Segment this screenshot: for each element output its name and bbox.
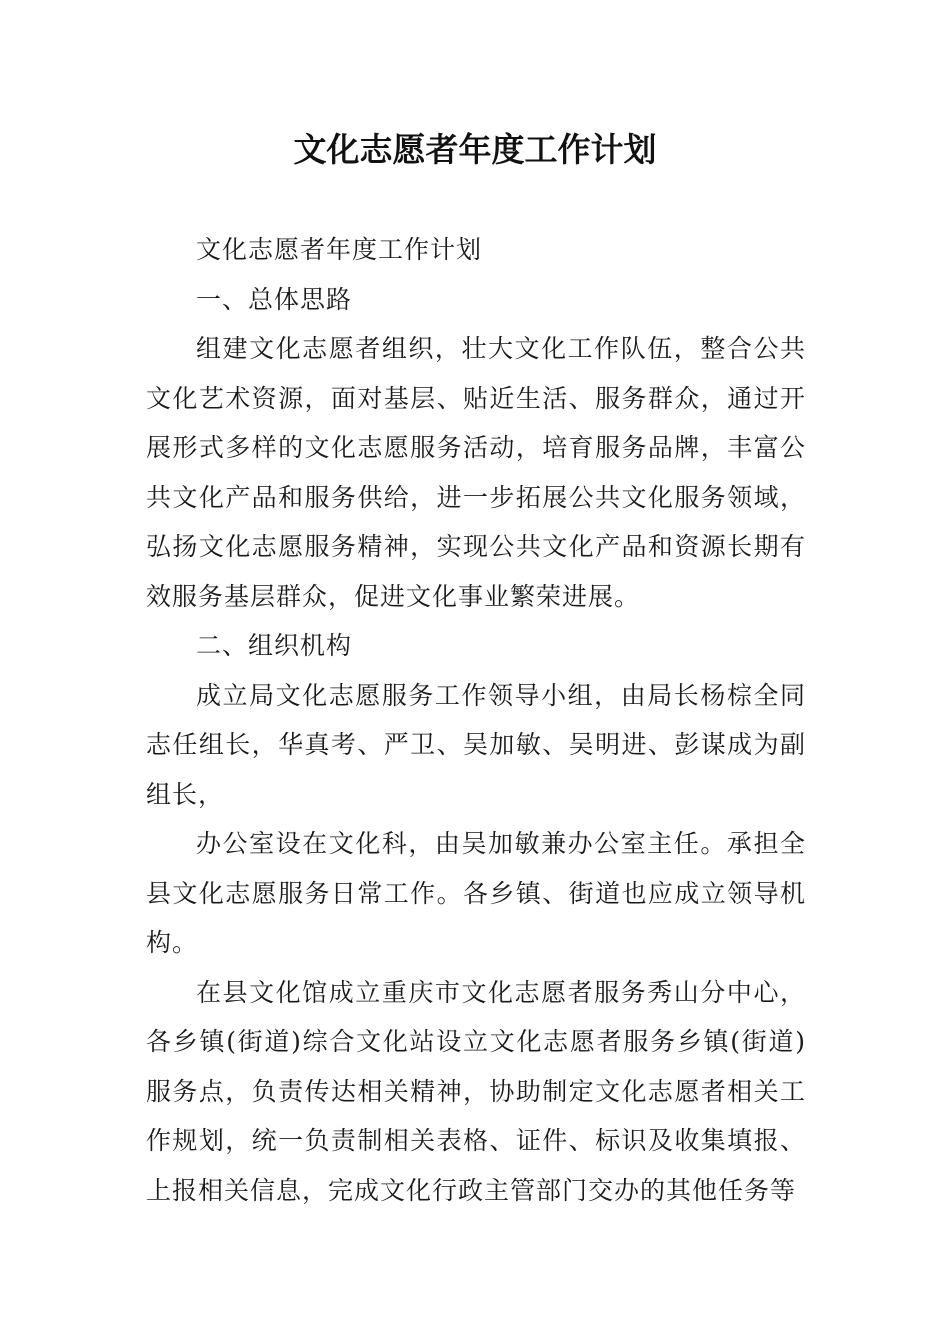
section-heading-overall-approach: 一、总体思路 [196, 284, 353, 314]
document-title: 文化志愿者年度工作计划 [293, 130, 657, 169]
paragraph-leadership-group: 成立局文化志愿服务工作领导小组，由局长杨棕全同志任组长，华真考、严卫、吴加敏、吴明进、彭谋成为副组长， [146, 680, 806, 809]
section-heading-organization: 二、组织机构 [196, 631, 353, 660]
paragraph-overall-approach: 组建文化志愿者组织，壮大文化工作队伍，整合公共文化艺术资源，面对基层、贴近生活、服务群众，通过开展形式多样的文化志愿服务活动，培育服务品牌，丰富公共文化产品和服务供给，进一步拓展公共文化服务领域，弘扬文化志愿服务精神，实现公共文化产品和资源长期有效服务基层群众，促进文化事业繁荣进展。 [146, 334, 806, 611]
paragraph-service-center: 在县文化馆成立重庆市文化志愿者服务秀山分中心，各乡镇(街道)综合文化站设立文化志愿者服务乡镇(街道)服务点，负责传达相关精神，协助制定文化志愿者相关工作规划，统一负责制相关表格、证件、标识及收集填报、上报相关信息，完成文化行政主管部门交办的其他任务等 [146, 977, 806, 1205]
paragraph-office: 办公室设在文化科，由吴加敏兼办公室主任。承担全县文化志愿服务日常工作。各乡镇、街道也应成立领导机构。 [146, 829, 806, 957]
paragraph-subtitle: 文化志愿者年度工作计划 [196, 235, 483, 264]
document-body [146, 225, 806, 1215]
